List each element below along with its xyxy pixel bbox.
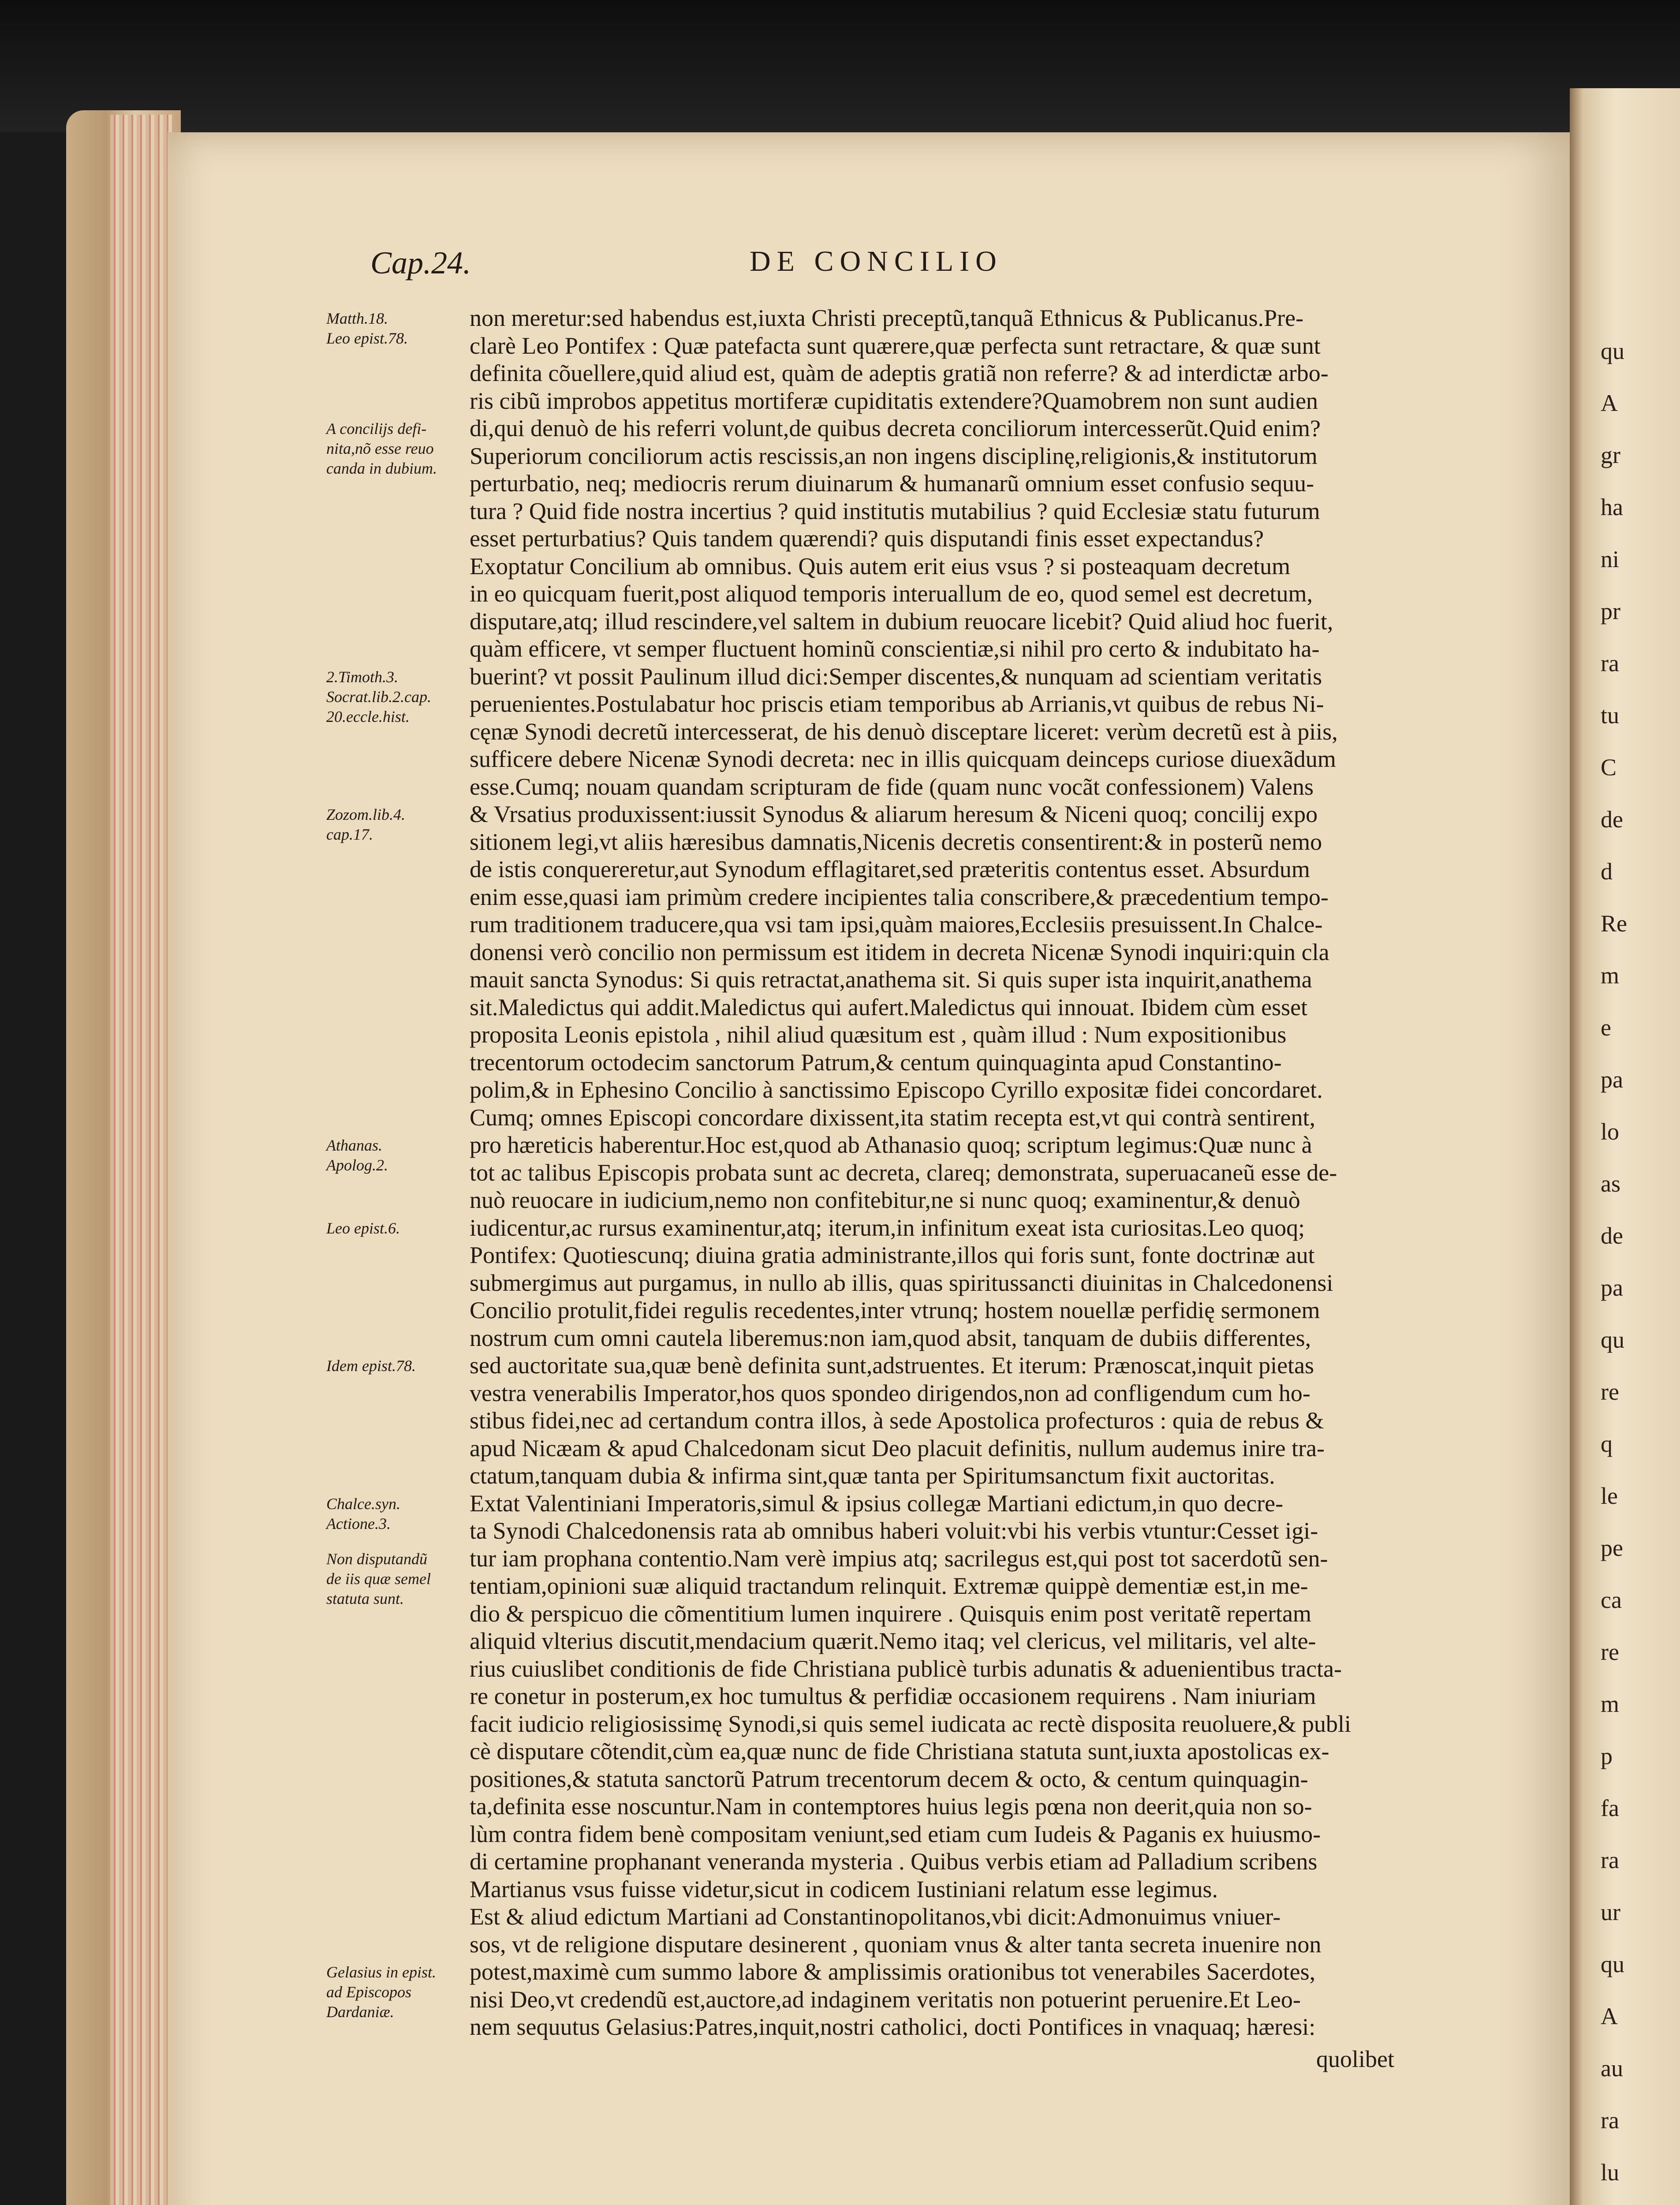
facing-page-fragment: m xyxy=(1601,1691,1620,1717)
facing-page-fragment: pa xyxy=(1601,1274,1623,1301)
facing-page-fragment: ca xyxy=(1601,1587,1622,1613)
text-line: Exoptatur Concilium ab omnibus. Quis autem erit eius vsus ? si posteaquam decretum xyxy=(470,553,1291,579)
margin-note: A concilijs defi- nita,nõ esse reuo canda in dubium. xyxy=(326,420,437,477)
facing-page-fragment: as xyxy=(1601,1170,1620,1197)
facing-page-fragment: d xyxy=(1601,858,1613,885)
facing-page-fragment: ra xyxy=(1601,1847,1619,1873)
text-line: nuò reuocare in iudicium,nemo non confitebitur,ne si nunc quoq; examinentur,& denuò xyxy=(470,1187,1300,1213)
text-line: Cumq; omnes Episcopi concordare dixissent,ita statim recepta est,vt qui contrà sentirent, xyxy=(470,1104,1316,1131)
text-line: apud Nicæam & apud Chalcedonam sicut Deo placuit definitis, nullum audemus inire tra- xyxy=(470,1435,1325,1461)
facing-page-fragment: pa xyxy=(1601,1066,1623,1093)
facing-page-fragment: pr xyxy=(1601,598,1620,624)
text-line: nisi Deo,vt credendũ est,auctore,ad indaginem veritatis non potuerint peruenire.Et Leo- xyxy=(470,1986,1301,2013)
text-line: dio & perspicuo die cõmentitium lumen inquirere . Quisquis enim post veritatẽ repertam xyxy=(470,1600,1312,1627)
text-line: Extat Valentiniani Imperatoris,simul & ipsius collegæ Martiani edictum,in quo decre- xyxy=(470,1490,1284,1517)
text-line: clarè Leo Pontifex : Quæ patefacta sunt quærere,quæ perfecta sunt retractare, & quæ sunt xyxy=(470,332,1321,359)
text-line: disputare,atq; illud rescindere,vel saltem in dubium reuocare licebit? Quid aliud hoc fuerit, xyxy=(470,608,1333,635)
text-line: vestra venerabilis Imperator,hos quos spondeo dirigendos,non ad confligendum cum ho- xyxy=(470,1379,1310,1406)
facing-page-fragment: ha xyxy=(1601,494,1623,520)
main-text-block xyxy=(470,304,1409,2041)
text-line: trecentorum octodecim sanctorum Patrum,& centum quinquaginta apud Constantino- xyxy=(470,1049,1282,1076)
text-line: sit.Maledictus qui addit.Maledictus qui aufert.Maledictus qui innouat. Ibidem cùm esset xyxy=(470,994,1308,1020)
text-line: enim esse,quasi iam primùm credere incipientes talia conscribere,& præcedentium tempo- xyxy=(470,883,1329,910)
text-line: lùm contra fidem benè compositam veniunt,sed etiam cum Iudeis & Paganis ex huiusmo- xyxy=(470,1820,1321,1847)
facing-page-fragment: C xyxy=(1601,754,1617,781)
text-line: nostrum cum omni cautela liberemus:non iam,quod absit, tanquam de dubiis differentes, xyxy=(470,1324,1311,1351)
text-line: rius cuiuslibet conditionis de fide Christiana publicè turbis adunatis & aduenientibus tracta- xyxy=(470,1655,1342,1682)
text-line: submergimus aut purgamus, in nullo ab illis, quas spiritussancti diuinitas in Chalcedonensi xyxy=(470,1269,1333,1296)
text-line: sitionem legi,vt aliis hæresibus damnatis,Nicenis decretis consentirent:& in posterũ nemo xyxy=(470,828,1322,855)
text-line: sed auctoritate sua,quæ benè definita sunt,adstruentes. Et iterum: Prænoscat,inquit pietas xyxy=(470,1352,1314,1379)
text-line: rum traditionem traducere,qua vsi tam ipsi,quàm maiores,Ecclesiis presuissent.In Chalce- xyxy=(470,911,1323,938)
facing-page-fragment: Re xyxy=(1601,910,1627,937)
text-line: ris cibũ improbos appetitus mortiferæ cupiditatis extendere?Quamobrem non sunt audien xyxy=(470,387,1318,414)
margin-note: Zozom.lib.4. cap.17. xyxy=(326,806,406,843)
text-line: non meretur:sed habendus est,iuxta Christi preceptũ,tanquã Ethnicus & Publicanus.Pre- xyxy=(470,305,1304,331)
facing-page-fragment: qu xyxy=(1601,1327,1624,1353)
margin-note: Athanas. Apolog.2. xyxy=(326,1136,388,1174)
text-line: & Vrsatius produxissent:iussit Synodus & aliarum heresum & Niceni quoq; concilij expo xyxy=(470,801,1318,827)
text-line: donensi verò concilio non permissum est itidem in decreta Nicenæ Synodi inquiri:quin cla xyxy=(470,938,1329,965)
text-line: stibus fidei,nec ad certandum contra illos, à sede Apostolica profecturos : quia de rebus & xyxy=(470,1407,1324,1434)
facing-page-fragment: qu xyxy=(1601,1951,1624,1977)
facing-page-fragment: ra xyxy=(1601,650,1619,676)
text-line: positiones,& statuta sanctorũ Patrum trecentorum decem & octo, & centum quinquagin- xyxy=(470,1765,1308,1792)
facing-page-fragment: pe xyxy=(1601,1535,1623,1561)
text-line: polim,& in Ephesino Concilio à sanctissimo Episcopo Cyrillo expositæ fidei concordaret. xyxy=(470,1076,1323,1103)
text-line: tot ac talibus Episcopis probata sunt ac decreta, clareq; demonstrata, superuacaneũ esse de- xyxy=(470,1159,1337,1186)
text-line: facit iudicio religiosissimę Synodi,si quis semel iudicata ac rectè disposita reuoluere,& publi xyxy=(470,1710,1351,1737)
text-line: proposita Leonis epistola , nihil aliud quæsitum est , quàm illud : Num expositionibus xyxy=(470,1021,1287,1048)
text-line: esse.Cumq; nouam quandam scripturam de fide (quam nunc vocãt confessionem) Valens xyxy=(470,773,1314,800)
text-line: tura ? Quid fide nostra incertius ? quid institutis mutabilius ? quid Ecclesiæ statu futurum xyxy=(470,497,1320,524)
facing-page-fragment: m xyxy=(1601,962,1620,989)
facing-page-fragment: qu xyxy=(1601,338,1624,364)
facing-page-fragment: de xyxy=(1601,1222,1623,1249)
facing-page-fragment: A xyxy=(1601,2003,1618,2029)
facing-page-fragment: e xyxy=(1601,1014,1611,1041)
text-line: quàm efficere, vt semper fluctuent hominũ conscientiæ,si nihil pro certo & indubitato ha- xyxy=(470,635,1320,662)
text-line: peruenientes.Postulabatur hoc priscis etiam temporibus ab Arrianis,vt quibus de rebus Ni- xyxy=(470,691,1324,717)
text-line: di certamine prophanant veneranda mysteria . Quibus verbis etiam ad Palladium scribens xyxy=(470,1848,1318,1875)
margin-note: Leo epist.6. xyxy=(326,1219,400,1237)
margin-note: Non disputandũ de iis quæ semel statuta sunt. xyxy=(326,1550,431,1607)
scan-background-top xyxy=(0,0,1680,132)
text-line: sufficere debere Nicenæ Synodi decreta: nec in illis quicquam deinceps curiose diuexãdum xyxy=(470,746,1336,772)
text-line: perturbatio, neq; mediocris rerum diuinarum & humanarũ omnium esset confusio sequu- xyxy=(470,470,1314,497)
margin-note: Matth.18. Leo epist.78. xyxy=(326,310,408,347)
running-title: DE CONCILIO xyxy=(750,245,1003,277)
margin-note: 2.Timoth.3. Socrat.lib.2.cap. 20.eccle.hist. xyxy=(326,668,431,725)
facing-page-fragment: lu xyxy=(1601,2159,1620,2186)
text-line: buerint? vt possit Paulinum illud dici:Semper discentes,& nunquam ad scientiam veritatis xyxy=(470,663,1322,690)
facing-page-fragment: p xyxy=(1601,1743,1613,1769)
facing-page-fragment: tu xyxy=(1601,702,1620,729)
text-line: sos, vt de religione disputare desinerent , quoniam vnus & alter tanta secreta inuenire non xyxy=(470,1931,1322,1958)
text-line: tentiam,opinioni suæ aliquid tractandum relinquit. Extremæ quippè dementiæ est,in me- xyxy=(470,1573,1308,1599)
facing-page-fragment: ra xyxy=(1601,2107,1619,2134)
text-line: Pontifex: Quotiescunq; diuina gratia administrante,illos qui foris sunt, fonte doctrinæ aut xyxy=(470,1242,1315,1268)
facing-page-fragment: le xyxy=(1601,1483,1618,1509)
text-line: de istis conquereretur,aut Synodum efflagitaret,sed præteritis contentus esset. Absurdum xyxy=(470,856,1310,882)
catchword: quolibet xyxy=(1316,2045,1394,2072)
text-line: mauit sancta Synodus: Si quis retractat,anathema sit. Si quis super ista inquirit,anathema xyxy=(470,966,1312,993)
text-line: cè disputare cõtendit,cùm ea,quæ nunc de fide Christiana statuta sunt,iuxta apostolicas ex- xyxy=(470,1738,1329,1764)
facing-page-fragment: de xyxy=(1601,806,1623,833)
facing-page-fragment: A xyxy=(1601,390,1618,416)
text-line: aliquid vlterius discutit,mendacium quærit.Nemo itaq; vel clericus, vel militaris, vel alte- xyxy=(470,1628,1316,1654)
text-line: Est & aliud edictum Martiani ad Constantinopolitanos,vbi dicit:Admonuimus vniuer- xyxy=(470,1903,1281,1930)
text-line: ctatum,tanquam dubia & infirma sint,quæ tanta per Spiritumsanctum fixit auctoritas. xyxy=(470,1462,1275,1489)
text-line: pro hæreticis haberentur.Hoc est,quod ab Athanasio quoq; scriptum legimus:Quæ nunc à xyxy=(470,1132,1312,1158)
text-line: in eo quicquam fuerit,post aliquod temporis interuallum de eo, quod semel est decretum, xyxy=(470,580,1313,607)
page-stack-edges xyxy=(110,115,172,2205)
facing-page-fragment: lo xyxy=(1601,1118,1620,1145)
margin-note: Gelasius in epist. ad Episcopos Dardaniæ. xyxy=(326,1963,436,2021)
facing-page-fragment: gr xyxy=(1601,442,1620,468)
chapter-heading: Cap.24. xyxy=(370,245,471,280)
facing-page-fragment: ni xyxy=(1601,546,1620,572)
facing-page xyxy=(1570,88,1680,2205)
text-line: nem sequutus Gelasius:Patres,inquit,nostri catholici, docti Pontifices in vnaquaq; hæresi: xyxy=(470,2014,1316,2040)
text-line: ta Synodi Chalcedonensis rata ab omnibus haberi voluit:vbi his verbis vtuntur:Cesset igi- xyxy=(470,1517,1318,1544)
text-line: Superiorum conciliorum actis rescissis,an non ingens disciplinę,religionis,& institutorum xyxy=(470,442,1318,469)
text-line: Concilio protulit,fidei regulis recedentes,inter vtrunq; hostem nouellæ perfidię sermonem xyxy=(470,1297,1320,1323)
text-line: definita cõuellere,quid aliud est, quàm de adeptis gratiã non referre? & ad interdictæ arbo- xyxy=(470,360,1329,386)
facing-page-fragment: q xyxy=(1601,1431,1613,1457)
text-line: esset perturbatius? Quis tandem quærendi? quis disputandi finis esset expectandus? xyxy=(470,525,1264,552)
facing-page-fragment: re xyxy=(1601,1639,1619,1665)
facing-page-fragment: ur xyxy=(1601,1899,1620,1925)
text-line: ta,definita esse noscuntur.Nam in contemptores huius legis pœna non deerit,quia non so- xyxy=(470,1793,1312,1820)
text-line: iudicentur,ac rursus examinentur,atq; iterum,in infinitum exeat ista curiositas.Leo quoq; xyxy=(470,1214,1305,1241)
text-line: cęnæ Synodi decretũ intercesserat, de his denuò disceptare liceret: verùm decretũ est à piis, xyxy=(470,718,1338,745)
facing-page-fragment: au xyxy=(1601,2055,1623,2082)
text-line: re conetur in posterum,ex hoc tumultus & perfidiæ occasionem requirens . Nam iniuriam xyxy=(470,1683,1316,1709)
facing-page-fragment: re xyxy=(1601,1379,1619,1405)
text-line: di,qui denuò de his referri volunt,de quibus decreta conciliorum intercesserũt.Quid enim? xyxy=(470,415,1321,441)
text-line: potest,maximè cum summo labore & amplissimis orationibus tot venerabiles Sacerdotes, xyxy=(470,1958,1316,1985)
text-line: Martianus vsus fuisse videtur,sicut in codicem Iustiniani relatum esse legimus. xyxy=(470,1876,1218,1902)
facing-page-fragment: fa xyxy=(1601,1795,1619,1821)
margin-note: Idem epist.78. xyxy=(326,1357,416,1375)
text-line: tur iam prophana contentio.Nam verè impius atq; sacrilegus est,qui post tot sacerdotũ sen- xyxy=(470,1545,1328,1572)
margin-note: Chalce.syn. Actione.3. xyxy=(326,1495,400,1532)
